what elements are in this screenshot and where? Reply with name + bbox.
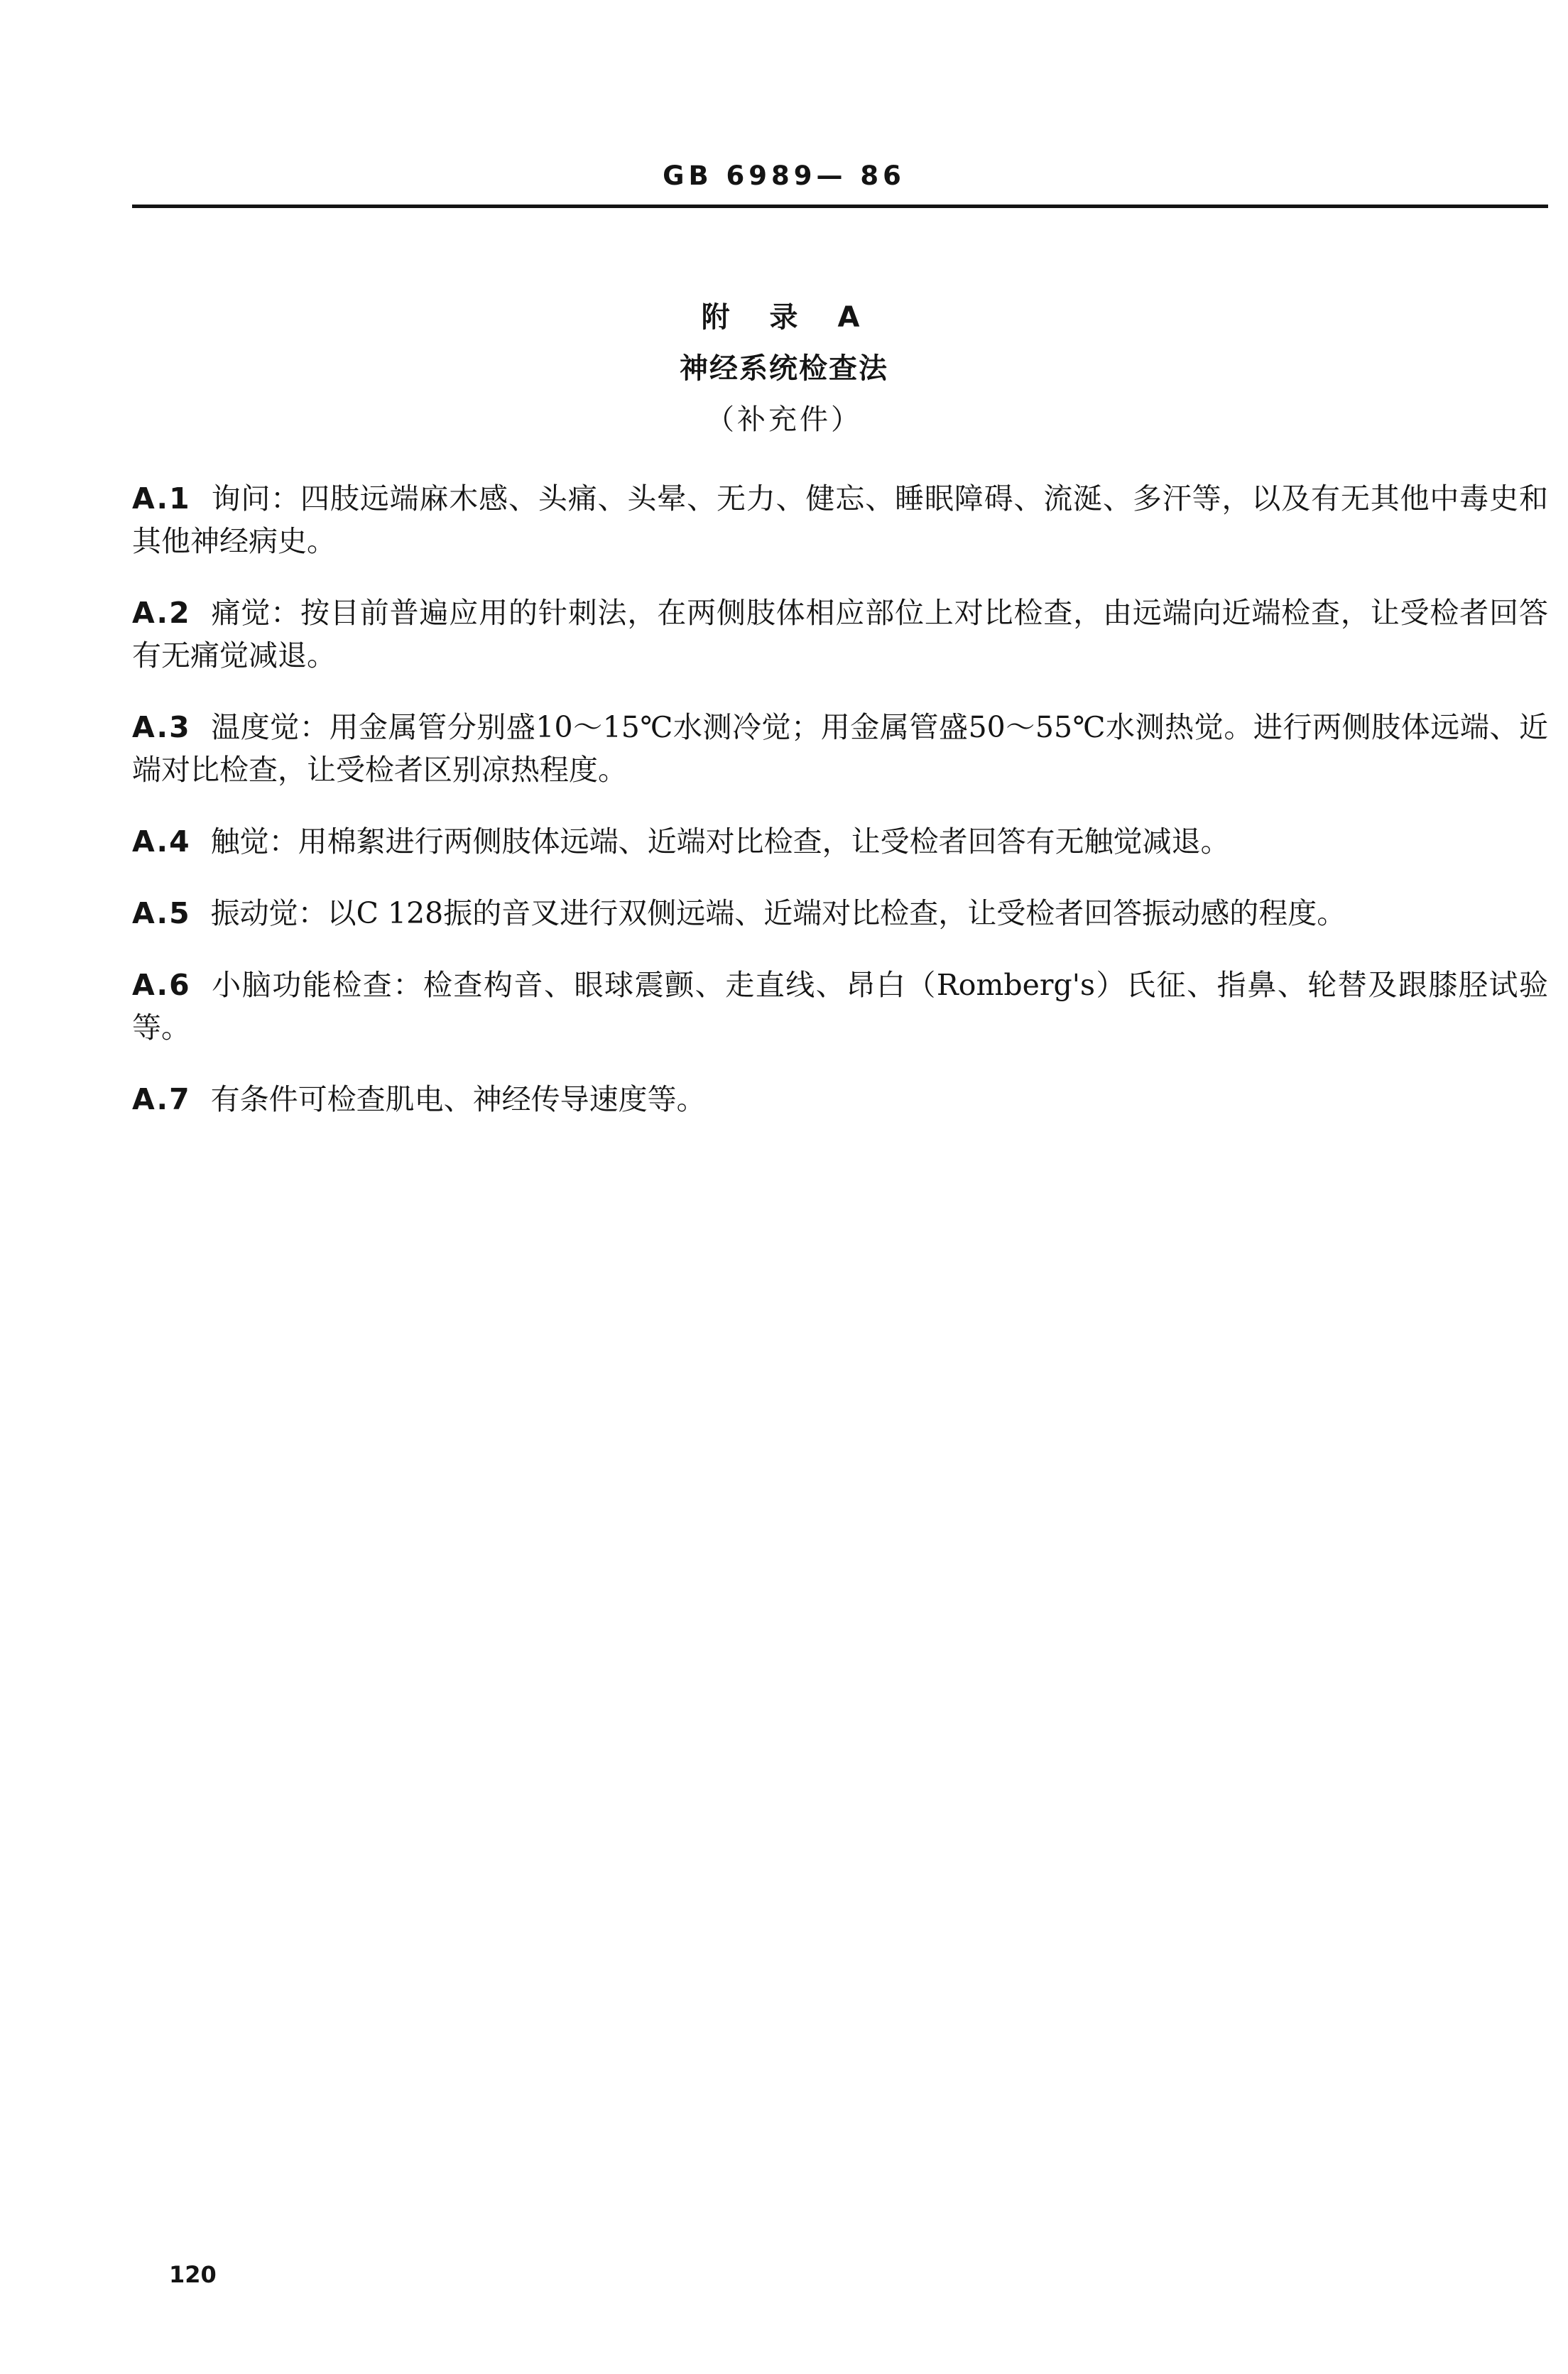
clause-list	[132, 477, 1548, 1131]
clause-text: 痛觉：按目前普遍应用的针刺法，在两侧肢体相应部位上对比检查，由远端向近端检查，让受检者回答有无痛觉减退。	[132, 596, 1548, 673]
clause-text: 询问：四肢远端麻木感、头痛、头晕、无力、健忘、睡眠障碍、流涎、多汗等，以及有无其他中毒史和其他神经病史。	[132, 481, 1548, 558]
clause-number: A.6	[132, 968, 191, 1002]
clause-a6	[132, 964, 1548, 1049]
standard-code: GB 6989— 86	[663, 160, 905, 191]
appendix-type: （补充件）	[706, 403, 862, 436]
clause-a1	[132, 477, 1548, 562]
header-rule	[132, 205, 1548, 208]
clause-a4	[132, 820, 1548, 863]
clause-a2	[132, 592, 1548, 677]
clause-text: 温度觉：用金属管分别盛10～15℃水测冷觉；用金属管盛50～55℃水测热觉。进行两侧肢体远端、近端对比检查，让受检者区别凉热程度。	[132, 710, 1548, 787]
clause-text: 触觉：用棉絮进行两侧肢体远端、近端对比检查，让受检者回答有无触觉减退。	[210, 824, 1230, 859]
clause-number: A.5	[132, 896, 191, 930]
clause-number: A.7	[132, 1082, 191, 1116]
appendix-title: 神经系统检查法	[680, 352, 888, 385]
clause-text: 振动觉：以C 128振的音叉进行双侧远端、近端对比检查，让受检者回答振动感的程度。	[210, 896, 1346, 930]
clause-a5	[132, 892, 1548, 935]
clause-text: 有条件可检查肌电、神经传导速度等。	[210, 1082, 706, 1116]
page-number: 120	[169, 2261, 217, 2288]
clause-a3	[132, 706, 1548, 791]
clause-a7	[132, 1078, 1548, 1121]
clause-number: A.4	[132, 824, 191, 859]
appendix-heading	[0, 297, 1568, 440]
clause-number: A.1	[132, 481, 191, 516]
appendix-label: 附 录 A	[701, 301, 867, 334]
clause-number: A.3	[132, 710, 191, 744]
clause-number: A.2	[132, 596, 191, 630]
clause-text: 小脑功能检查：检查构音、眼球震颤、走直线、昂白（Romberg's）氏征、指鼻、轮替及跟膝胫试验等。	[132, 968, 1548, 1045]
